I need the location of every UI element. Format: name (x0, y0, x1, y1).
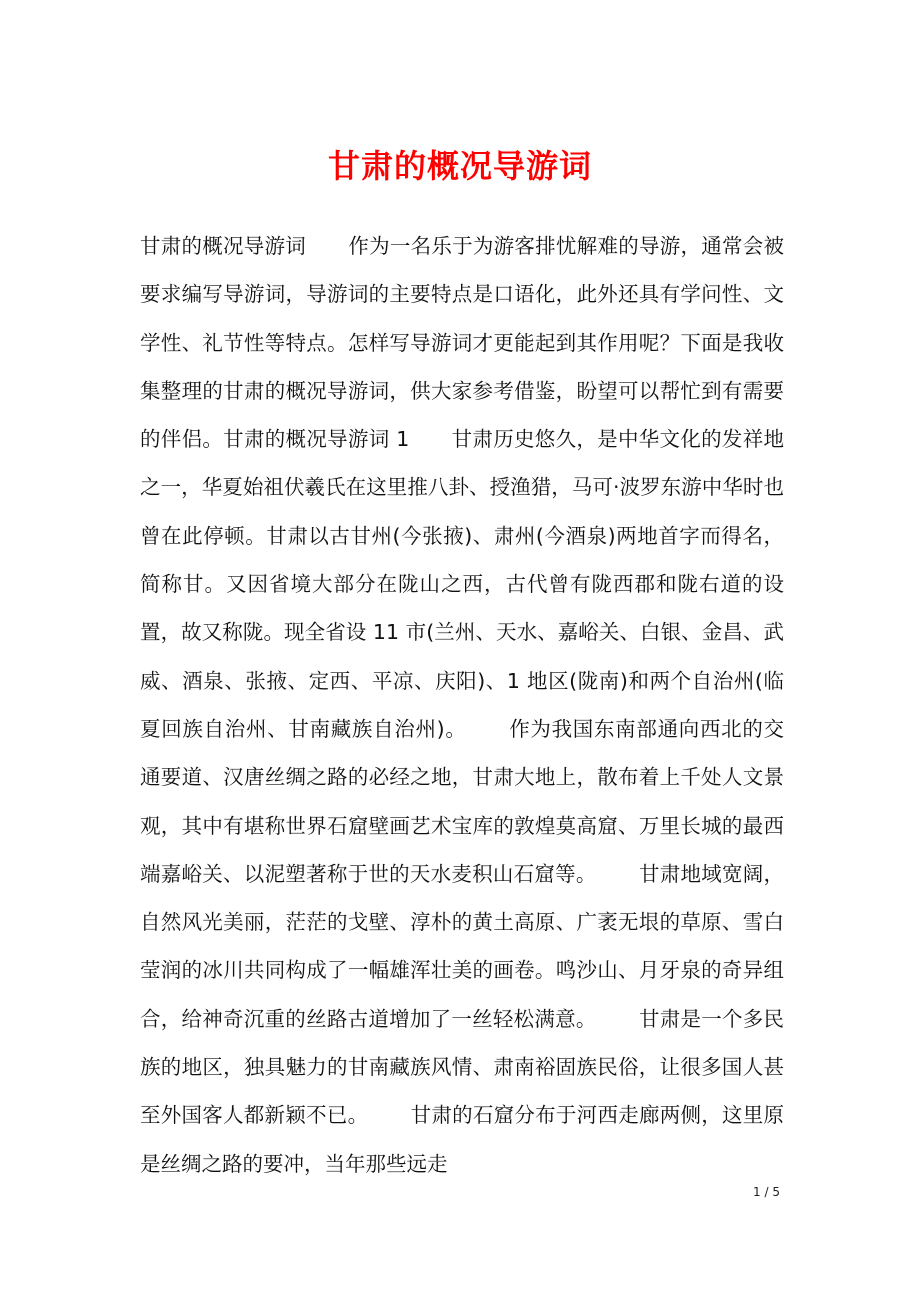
paragraph-4: 作为我国东南部通向西北的交通要道、汉唐丝绸之路的必经之地，甘肃大地上，散布着上千处人文景观，其中有堪称世界石窟壁画艺术宝库的敦煌莫高窟、万里长城的最西端嘉峪关、以泥塑著称于世的天水麦积山石窟等。 (140, 716, 785, 886)
paragraph-3: 甘肃历史悠久，是中华文化的发祥地之一，华夏始祖伏羲氏在这里推八卦、授渔猎，马可·波罗东游中华时也曾在此停顿。甘肃以古甘州(今张掖)、肃州(今酒泉)两地首字而得名，简称甘。又因省境大部分在陇山之西，古代曾有陇西郡和陇右道的设置，故又称陇。现全省设 11 市(兰州、天水、嘉峪关、白银、金昌、武威、酒泉、张掖、定西、平凉、庆阳)、1 地区(陇南)和两个自治州(临夏回族自治州、甘南藏族自治州)。 (140, 427, 784, 741)
paragraph-2: 作为一名乐于为游客排忧解难的导游，通常会被要求编写导游词，导游词的主要特点是口语化，此外还具有学问性、文学性、礼节性等特点。怎样写导游词才更能起到其作用呢？下面是我收集整理的甘肃的概况导游词，供大家参考借鉴，盼望可以帮忙到有需要的伴侣。甘肃的概况导游词 1 (140, 234, 785, 452)
document-title: 甘肃的概况导游词 (327, 147, 592, 185)
body-text (140, 222, 784, 1188)
paragraph-5: 甘肃地域宽阔，自然风光美丽，茫茫的戈壁、淳朴的黄土高原、广袤无垠的草原、雪白莹润的冰川共同构成了一幅雄浑壮美的画卷。鸣沙山、月牙泉的奇异组合，给神奇沉重的丝路古道增加了一丝轻松满意。 (140, 861, 785, 1031)
paragraph-6: 甘肃是一个多民族的地区，独具魅力的甘南藏族风情、肃南裕固族民俗，让很多国人甚至外国客人都新颖不已。 (140, 1006, 785, 1128)
page-number: 1 / 5 (753, 1185, 780, 1199)
paragraph-1: 甘肃的概况导游词 (140, 234, 307, 258)
paragraph-7: 甘肃的石窟分布于河西走廊两侧，这里原是丝绸之路的要冲，当年那些远走 (140, 1103, 785, 1176)
